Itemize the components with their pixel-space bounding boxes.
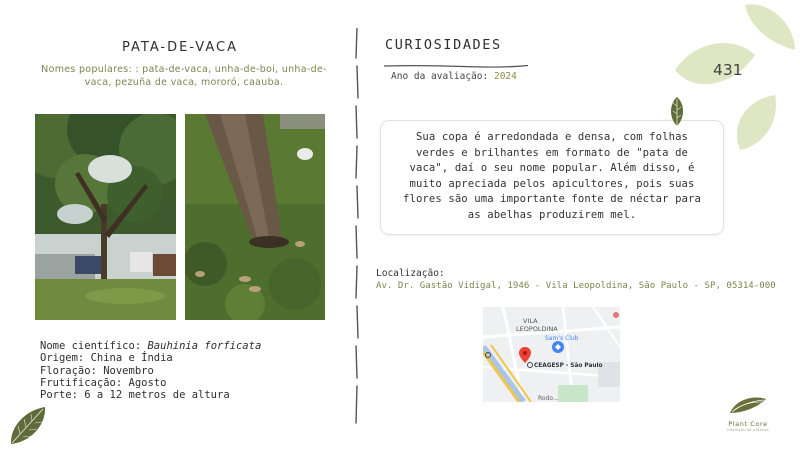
evaluation-year xyxy=(391,71,517,82)
plant-core-logo xyxy=(718,393,778,433)
evaluation-year-value: 2024 xyxy=(493,71,517,82)
evaluation-year-label: Ano da avaliação: xyxy=(391,71,489,82)
logo-name: Plant Core xyxy=(728,420,768,428)
title-underline xyxy=(383,54,529,60)
map-store-label: Sam's Club xyxy=(545,335,579,342)
logo-mark-icon xyxy=(728,393,768,415)
map-road-label: Rodo... xyxy=(538,395,559,402)
map-district-line2: LEOPOLDINA xyxy=(516,325,558,333)
curiosities-text: Sua copa é arredondada e densa, com folhas verdes e brilhantes em formato de "pata de vaca", daí o seu nome popular. Além disso, é muito apreciada pelos apicultores, pois suas flores são uma importante fonte de néctar para as abelhas produzirem mel. xyxy=(403,131,701,221)
origin-row: Origem: China e Índia xyxy=(40,352,173,365)
map-place-label: CEAGESP - São Paulo xyxy=(534,363,603,369)
decorative-leaves xyxy=(670,0,800,160)
logo-tagline: instituto de plantas xyxy=(727,428,769,432)
leaf-corner-icon xyxy=(8,404,48,446)
curiosities-title: CURIOSIDADES xyxy=(385,37,502,53)
location-map[interactable] xyxy=(483,307,620,402)
scientific-name: Bauhinia forficata xyxy=(147,340,262,352)
tree-trunk-photo xyxy=(185,114,325,320)
plant-number-badge: 431 xyxy=(713,61,743,79)
flowering-row: Floração: Novembro xyxy=(40,364,154,377)
leaf-icon xyxy=(668,96,686,128)
scientific-name-label: Nome científico: xyxy=(40,340,142,352)
plant-title: PATA-DE-VACA xyxy=(122,40,238,55)
tree-canopy-photo xyxy=(35,114,176,320)
scientific-name-row xyxy=(40,340,261,352)
fruiting-row: Frutificação: Agosto xyxy=(40,376,167,389)
popular-names: Nomes populares: : pata-de-vaca, unha-de-boi, unha-de-vaca, pezuña de vaca, mororó, caauba. xyxy=(41,64,327,88)
column-divider xyxy=(350,28,364,428)
location-address: Av. Dr. Gastão Vidigal, 1946 - Vila Leopoldina, São Paulo - SP, 05314-000 xyxy=(376,281,776,291)
location-label: Localização: xyxy=(376,268,445,279)
plant-facts xyxy=(40,340,261,401)
map-district-line1: VILA xyxy=(523,317,538,325)
size-row: Porte: 6 a 12 metros de altura xyxy=(40,389,230,402)
